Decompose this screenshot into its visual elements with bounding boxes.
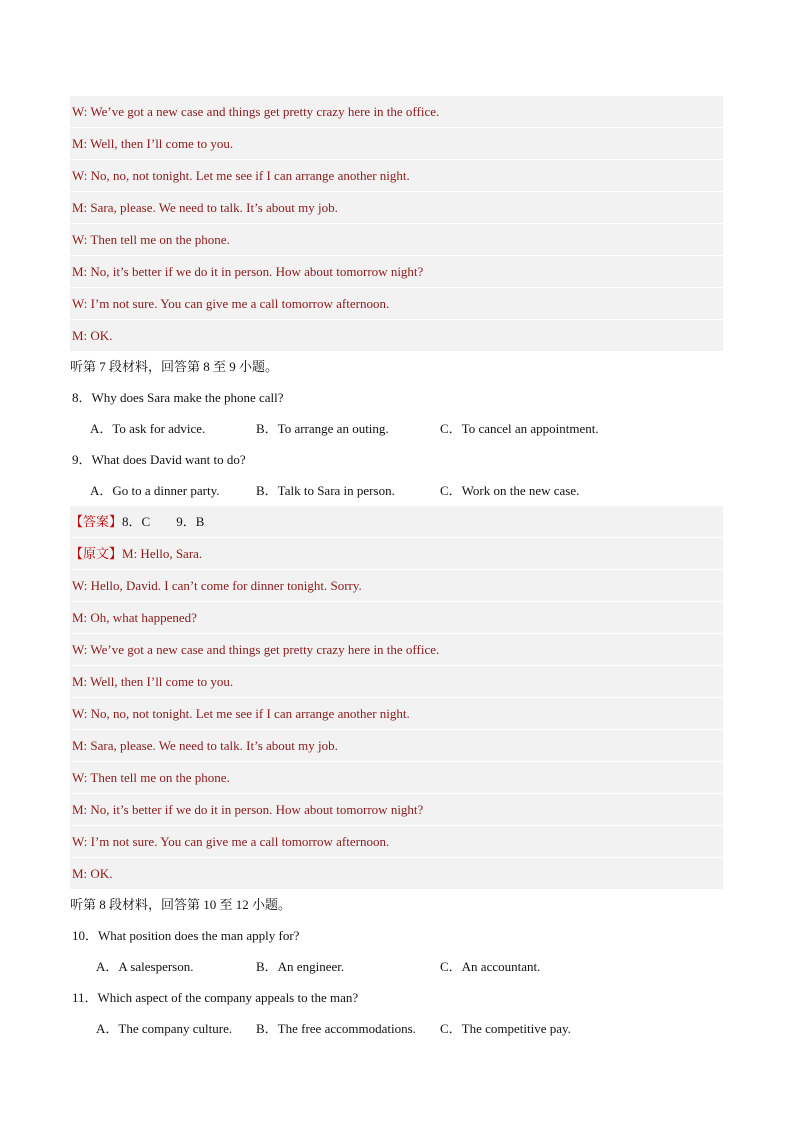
question-options xyxy=(70,951,723,982)
dialogue-block-1 xyxy=(70,96,723,351)
dialogue-line: M: Sara, please. We need to talk. It’s about my job. xyxy=(70,192,723,224)
option-a: A．The company culture. xyxy=(96,1021,233,1036)
option-b: B．An engineer. xyxy=(256,959,345,974)
dialogue-line: M: No, it’s better if we do it in person. How about tomorrow night? xyxy=(70,256,723,288)
dialogue-line: W: I’m not sure. You can give me a call tomorrow afternoon. xyxy=(70,288,723,320)
option-b: B．To arrange an outing. xyxy=(256,421,389,436)
dialogue-line: M: Oh, what happened? xyxy=(70,602,723,634)
option-c: C．An accountant. xyxy=(440,959,541,974)
dialogue-line: W: Hello, David. I can’t come for dinner tonight. Sorry. xyxy=(70,570,723,602)
dialogue-line: M: Sara, please. We need to talk. It’s about my job. xyxy=(70,730,723,762)
question-options xyxy=(70,413,723,444)
answer-8: 8．C xyxy=(122,514,151,529)
option-b: B．Talk to Sara in person. xyxy=(256,483,395,498)
section-heading: 听第 7 段材料，回答第 8 至 9 小题。 xyxy=(70,359,279,374)
option-b: B．The free accommodations. xyxy=(256,1021,416,1036)
dialogue-line: M: No, it’s better if we do it in person. How about tomorrow night? xyxy=(70,794,723,826)
answer-line xyxy=(70,506,723,538)
dialogue-line: M: Well, then I’ll come to you. xyxy=(70,128,723,160)
dialogue-line: W: We’ve got a new case and things get pretty crazy here in the office. xyxy=(70,96,723,128)
option-a: A．To ask for advice. xyxy=(90,421,206,436)
dialogue-line: M: OK. xyxy=(70,320,723,351)
answer-block xyxy=(70,506,723,889)
dialogue-line: W: We’ve got a new case and things get pretty crazy here in the office. xyxy=(70,634,723,666)
dialogue-line: W: No, no, not tonight. Let me see if I can arrange another night. xyxy=(70,160,723,192)
option-a: A．A salesperson. xyxy=(96,959,194,974)
option-c: C．Work on the new case. xyxy=(440,483,580,498)
answer-9: 9．B xyxy=(176,514,205,529)
answer-tag: 【答案】 xyxy=(70,514,123,529)
question-stem: 8．Why does Sara make the phone call? xyxy=(72,390,284,405)
section-heading: 听第 8 段材料，回答第 10 至 12 小题。 xyxy=(70,897,292,912)
question-stem: 10．What position does the man apply for? xyxy=(72,928,300,943)
dialogue-line: W: No, no, not tonight. Let me see if I can arrange another night. xyxy=(70,698,723,730)
dialogue-line: M: Well, then I’ll come to you. xyxy=(70,666,723,698)
option-a: A．Go to a dinner party. xyxy=(90,483,220,498)
transcript-first-line xyxy=(70,538,723,570)
document-page xyxy=(70,96,723,1044)
dialogue-line: M: OK. xyxy=(70,858,723,889)
dialogue-line: W: Then tell me on the phone. xyxy=(70,224,723,256)
dialogue-line: M: Hello, Sara. xyxy=(122,546,203,561)
option-c: C．To cancel an appointment. xyxy=(440,421,599,436)
transcript-tag: 【原文】 xyxy=(70,546,123,561)
option-c: C．The competitive pay. xyxy=(440,1021,571,1036)
question-options xyxy=(70,475,723,506)
question-stem: 9．What does David want to do? xyxy=(72,452,246,467)
question-stem: 11．Which aspect of the company appeals to the man? xyxy=(72,990,359,1005)
dialogue-line: W: Then tell me on the phone. xyxy=(70,762,723,794)
question-options xyxy=(70,1013,723,1044)
dialogue-line: W: I’m not sure. You can give me a call tomorrow afternoon. xyxy=(70,826,723,858)
